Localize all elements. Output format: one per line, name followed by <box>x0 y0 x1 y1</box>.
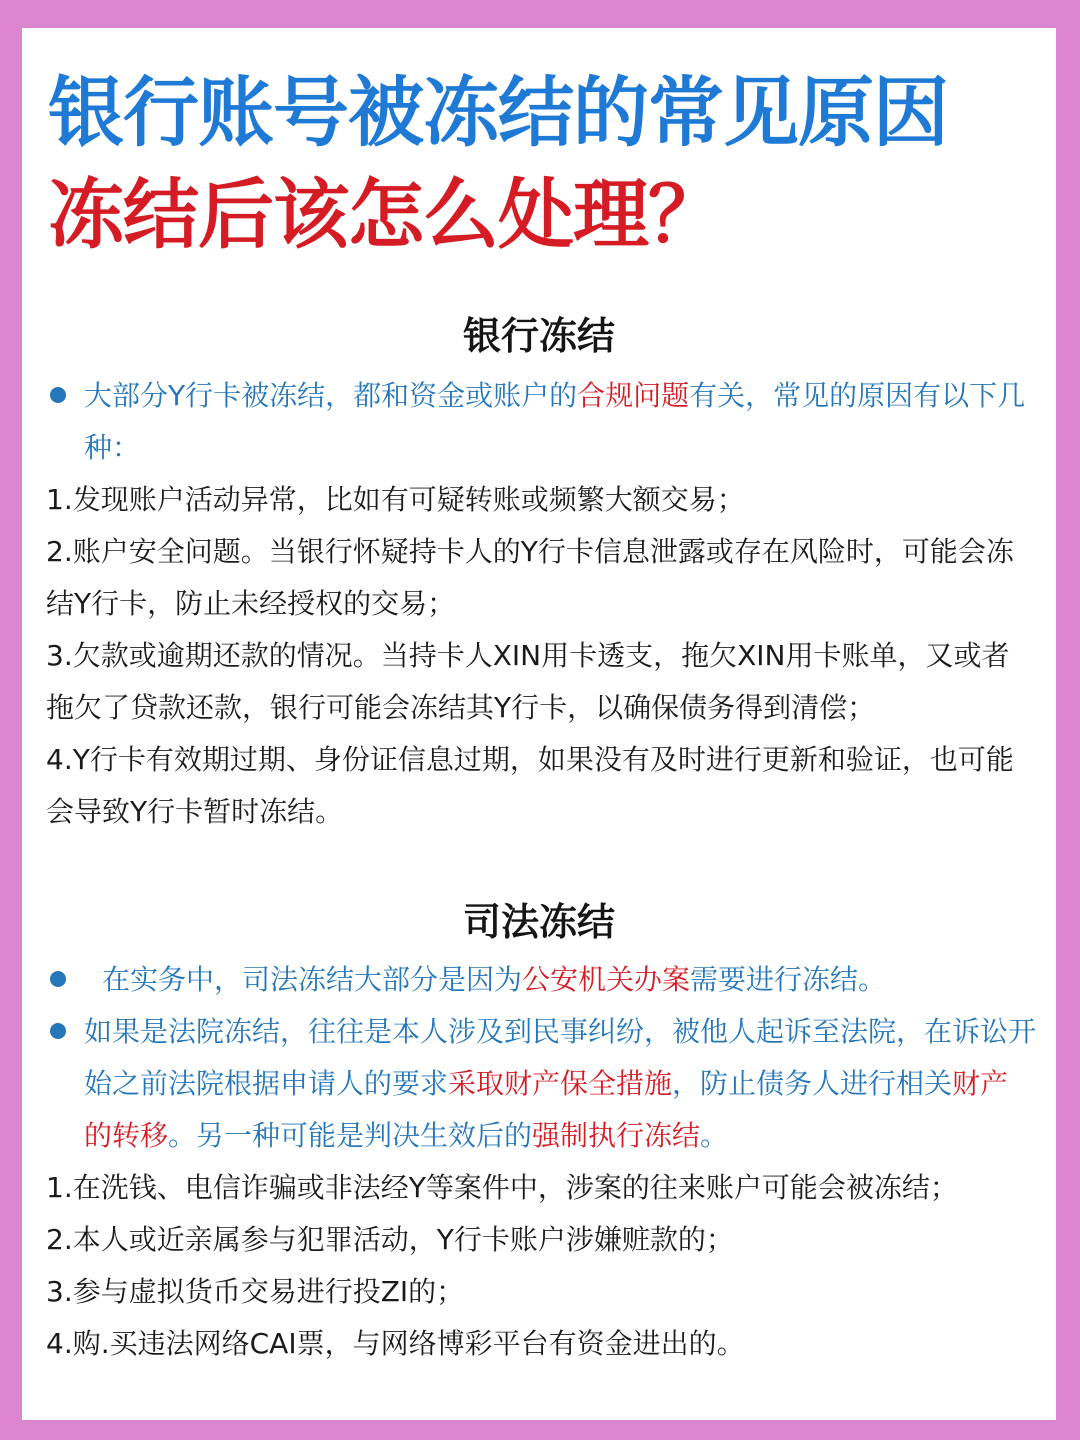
bank-freeze-item-3: 3.欠款或逾期还款的情况。当持卡人XIN用卡透支，拖欠XIN用卡账单，又或者拖欠了贷款还款，银行可能会冻结其Y行卡，以确保债务得到清偿； <box>46 639 1010 724</box>
main-title-line-2: 冻结后该怎么处理？ <box>48 170 723 259</box>
bullet-dot-icon <box>50 971 66 987</box>
bullet-text: 在实务中，司法冻结大部分是因为公安机关办案需要进行冻结。 <box>102 963 887 996</box>
judicial-freeze-content <box>46 954 1036 1370</box>
bank-freeze-bullet <box>46 370 1036 474</box>
judicial-freeze-item-1: 1.在洗钱、电信诈骗或非法经Y等案件中，涉案的往来账户可能会被冻结； <box>46 1171 958 1204</box>
bullet-dot-icon <box>50 1023 66 1039</box>
judicial-freeze-item-4: 4.购.买违法网络CAI票，与网络博彩平台有资金进出的。 <box>46 1327 745 1360</box>
bank-freeze-item-1: 1.发现账户活动异常，比如有可疑转账或频繁大额交易； <box>46 483 745 516</box>
bank-freeze-item-4: 4.Y行卡有效期过期、身份证信息过期，如果没有及时进行更新和验证，也可能会导致Y行卡暂时冻结。 <box>46 743 1014 828</box>
judicial-freeze-item-2: 2.本人或近亲属参与犯罪活动，Y行卡账户涉嫌赃款的； <box>46 1223 734 1256</box>
judicial-freeze-heading: 司法冻结 <box>462 900 615 944</box>
content-card <box>22 28 1056 1420</box>
bank-freeze-heading: 银行冻结 <box>462 314 615 358</box>
highlight-text: 采取财产保全措施 <box>448 1067 673 1100</box>
highlight-text: 财产的转移 <box>84 1067 1009 1152</box>
bullet-text: 大部分Y行卡被冻结，都和资金或账户的合规问题有关，常见的原因有以下几种： <box>84 379 1026 464</box>
judicial-freeze-bullet-2 <box>46 1006 1036 1162</box>
bank-freeze-content <box>46 370 1036 838</box>
highlight-text: 公安机关办案 <box>522 963 691 996</box>
bullet-dot-icon <box>50 387 66 403</box>
highlight-text: 合规问题 <box>577 379 690 412</box>
judicial-freeze-item-3: 3.参与虚拟货币交易进行投ZI的； <box>46 1275 465 1308</box>
main-title-line-1: 银行账号被冻结的常见原因 <box>48 68 948 157</box>
bullet-text: 如果是法院冻结，往往是本人涉及到民事纠纷，被他人起诉至法院，在诉讼开始之前法院根据申请人的要求采取财产保全措施，防止债务人进行相关财产的转移。另一种可能是判决生效后的强制执行冻结。 <box>84 1015 1037 1152</box>
judicial-freeze-bullet-1 <box>46 954 1036 1006</box>
bank-freeze-item-2: 2.账户安全问题。当银行怀疑持卡人的Y行卡信息泄露或存在风险时，可能会冻结Y行卡，防止未经授权的交易； <box>46 535 1014 620</box>
highlight-text: 强制执行冻结 <box>532 1119 701 1152</box>
